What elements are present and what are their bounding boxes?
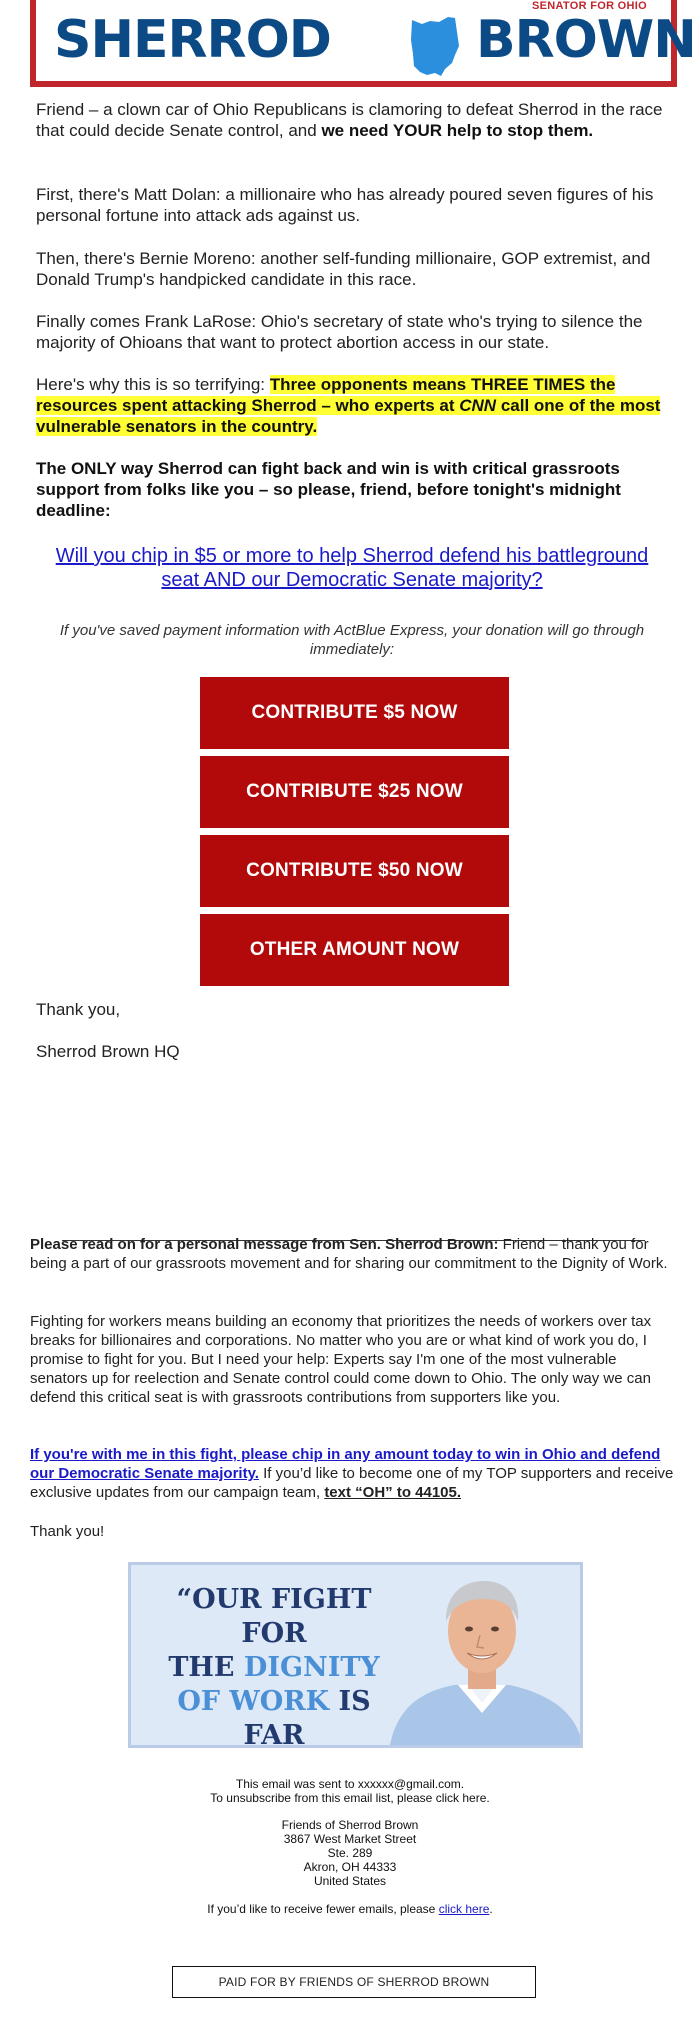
intro-text: Friend – a clown car of Ohio Republicans is clamoring to defeat Sherrod in the race that could decide Senate control, and <box>36 100 663 140</box>
header-tag: SENATOR FOR OHIO <box>531 0 647 12</box>
fewer-emails-prefix: If you’d like to receive fewer emails, please <box>207 1902 439 1916</box>
paragraph-dolan: First, there's Matt Dolan: a millionaire who has already poured seven figures of his personal fortune into attack ads against us. <box>36 185 654 225</box>
cnn-italic: CNN <box>459 396 497 415</box>
ohio-map-icon <box>408 14 462 78</box>
header-last-name: BROWN <box>476 10 696 70</box>
banner-line-2b: DIGNITY <box>243 1652 380 1683</box>
contribute-5-button[interactable]: CONTRIBUTE $5 NOW <box>200 677 509 749</box>
banner-line-2 <box>145 1651 403 1685</box>
banner-line-1: “OUR FIGHT FOR <box>176 1584 372 1649</box>
paid-for-disclaimer: PAID FOR BY FRIENDS OF SHERROD BROWN <box>172 1966 536 1998</box>
personal-message-lead <box>30 1235 675 1273</box>
personal-thanks: Thank you! <box>30 1523 105 1540</box>
banner-line-3b: IS FAR <box>243 1686 371 1748</box>
intro-bold: we need YOUR help to stop them. <box>321 121 594 140</box>
highlight-part-2: call one of the most vulnerable senators in the country. <box>36 396 661 436</box>
contribute-50-button[interactable]: CONTRIBUTE $50 NOW <box>200 835 509 907</box>
banner-line-2a: THE <box>168 1652 244 1683</box>
dignity-of-work-banner <box>128 1562 583 1748</box>
highlight-part-1: Three opponents means THREE TIMES the resources spent attacking Sherrod – who experts at <box>36 375 616 415</box>
campaign-header <box>30 0 696 87</box>
address-street: 3867 West Market Street <box>283 1832 417 1846</box>
address-country: United States <box>313 1874 387 1888</box>
paragraph-larose: Finally comes Frank LaRose: Ohio's secretary of state who's trying to silence the majority of Ohioans that want to protect abortion access in our state. <box>36 312 643 352</box>
fewer-emails-suffix: . <box>489 1902 493 1916</box>
signoff-signature: Sherrod Brown HQ <box>36 1042 180 1061</box>
chip-in-link[interactable]: Will you chip in $5 or more to help Sherrod defend his battleground seat AND our Democratic Senate majority? <box>55 545 649 591</box>
signoff-thanks: Thank you, <box>36 1000 121 1019</box>
personal-message-cta <box>30 1445 675 1502</box>
unsubscribe-link[interactable]: To unsubscribe from this email list, please click here. <box>210 1791 490 1805</box>
banner-quote <box>145 1583 403 1748</box>
paragraph-deadline: The ONLY way Sherrod can fight back and win is with critical grassroots support from folks like you – so please, friend, before tonight's midnight deadline: <box>36 459 621 520</box>
personal-cta-text: If you’d like to become one of my TOP supporters and receive exclusive updates from our campaign team, <box>30 1465 674 1501</box>
terrifying-lead: Here's why this is so terrifying: <box>36 375 270 394</box>
personal-lead-bold: Please read on for a personal message from Sen. Sherrod Brown: <box>30 1236 499 1253</box>
banner-line-3 <box>145 1685 403 1748</box>
header-first-name: SHERROD <box>54 10 331 70</box>
senator-portrait-photo <box>384 1565 580 1745</box>
contribute-25-button[interactable]: CONTRIBUTE $25 NOW <box>200 756 509 828</box>
address-suite: Ste. 289 <box>327 1846 373 1860</box>
paragraph-terrifying <box>36 374 668 437</box>
text-oh-instruction: text “OH” to 44105. <box>324 1484 462 1501</box>
address-city: Akron, OH 44333 <box>303 1860 397 1874</box>
paragraph-intro <box>36 99 668 141</box>
personal-lead-text: Friend – thank you for being a part of our grassroots movement and for sharing our commitment to the Dignity of Work. <box>30 1236 668 1272</box>
sent-to-text: This email was sent to xxxxxx@gmail.com. <box>235 1777 465 1791</box>
actblue-note: If you've saved payment information with ActBlue Express, your donation will go through immediately: <box>59 622 645 658</box>
fewer-emails-text <box>0 1902 700 1916</box>
banner-line-3a: OF WORK <box>177 1686 330 1717</box>
other-amount-button[interactable]: OTHER AMOUNT NOW <box>200 914 509 986</box>
fewer-emails-link[interactable]: click here <box>438 1902 490 1916</box>
personal-chip-in-link[interactable]: If you're with me in this fight, please chip in any amount today to win in Ohio and defend our Democratic Senate majority. <box>30 1446 661 1482</box>
paragraph-moreno: Then, there's Bernie Moreno: another self-funding millionaire, GOP extremist, and Donald Trump's handpicked candidate in this race. <box>36 249 651 289</box>
personal-message-body: Fighting for workers means building an economy that prioritizes the needs of workers over tax breaks for billionaires and corporations. No matter who you are or what kind of work you do, I promise to fight for you. But I need your help: Experts say I'm one of the most vulnerable senators up for reelection and Senate control could come down to Ohio. The only way we can defend this critical seat is with grassroots contributions from supporters like you. <box>30 1313 652 1406</box>
address-org: Friends of Sherrod Brown <box>281 1818 419 1832</box>
